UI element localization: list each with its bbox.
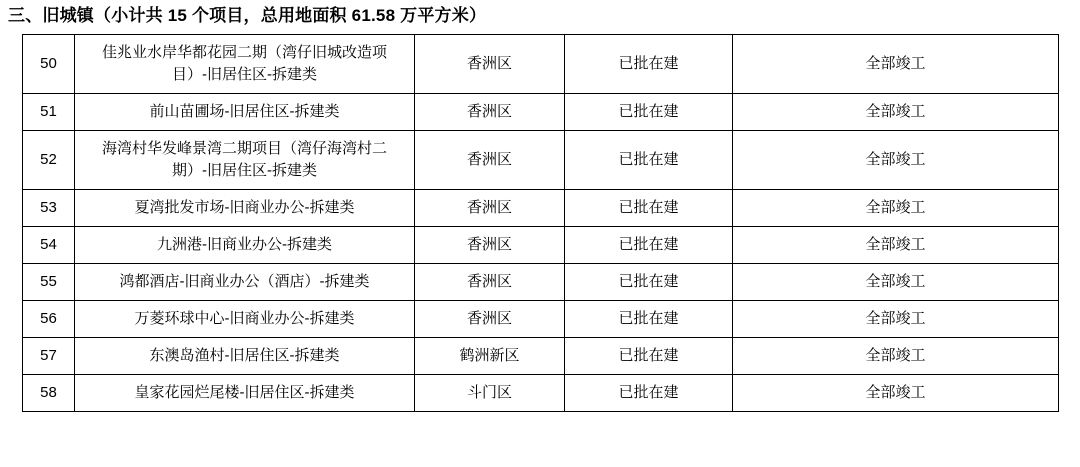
cell-index: 55: [23, 264, 75, 301]
cell-project-name-line: 东澳岛渔村-旧居住区-拆建类: [149, 347, 340, 364]
table-row: [23, 227, 1059, 264]
cell-progress: 全部竣工: [733, 264, 1059, 301]
cell-status: 已批在建: [565, 264, 733, 301]
cell-progress: 全部竣工: [733, 338, 1059, 375]
cell-project-name-line: 期）-旧居住区-拆建类: [172, 162, 317, 179]
cell-progress: 全部竣工: [733, 94, 1059, 131]
cell-project-name: [75, 35, 415, 94]
table-row: [23, 190, 1059, 227]
cell-district: 香洲区: [415, 94, 565, 131]
cell-district: 香洲区: [415, 301, 565, 338]
cell-project-name: [75, 131, 415, 190]
cell-index: 50: [23, 35, 75, 94]
cell-project-name-line: 鸿都酒店-旧商业办公（酒店）-拆建类: [119, 273, 370, 290]
cell-project-name: [75, 338, 415, 375]
table-row: [23, 35, 1059, 94]
cell-progress: 全部竣工: [733, 131, 1059, 190]
table-row: [23, 94, 1059, 131]
cell-progress: 全部竣工: [733, 35, 1059, 94]
cell-index: 57: [23, 338, 75, 375]
cell-status: 已批在建: [565, 94, 733, 131]
cell-status: 已批在建: [565, 190, 733, 227]
cell-project-name-line: 海湾村华发峰景湾二期项目（湾仔海湾村二: [101, 140, 387, 157]
cell-status: 已批在建: [565, 35, 733, 94]
cell-project-name-line: 前山苗圃场-旧居住区-拆建类: [149, 103, 340, 120]
cell-status: 已批在建: [565, 338, 733, 375]
cell-district: 香洲区: [415, 131, 565, 190]
table-row: [23, 375, 1059, 412]
cell-project-name-line: 目）-旧居住区-拆建类: [172, 66, 317, 83]
cell-status: 已批在建: [565, 131, 733, 190]
cell-progress: 全部竣工: [733, 227, 1059, 264]
cell-project-name: [75, 94, 415, 131]
cell-progress: 全部竣工: [733, 375, 1059, 412]
cell-project-name-line: 佳兆业水岸华都花园二期（湾仔旧城改造项: [101, 44, 387, 61]
projects-table: [22, 34, 1059, 412]
cell-project-name-line: 夏湾批发市场-旧商业办公-拆建类: [134, 199, 355, 216]
cell-project-name-line: 万菱环球中心-旧商业办公-拆建类: [134, 310, 355, 327]
cell-index: 56: [23, 301, 75, 338]
table-row: [23, 131, 1059, 190]
cell-district: 香洲区: [415, 264, 565, 301]
cell-district: 香洲区: [415, 190, 565, 227]
cell-district: 鹤洲新区: [415, 338, 565, 375]
cell-status: 已批在建: [565, 301, 733, 338]
cell-project-name-line: 皇家花园烂尾楼-旧居住区-拆建类: [134, 384, 355, 401]
table-body: [23, 35, 1059, 412]
table-row: [23, 264, 1059, 301]
table-row: [23, 301, 1059, 338]
cell-index: 54: [23, 227, 75, 264]
cell-index: 58: [23, 375, 75, 412]
cell-progress: 全部竣工: [733, 190, 1059, 227]
cell-index: 53: [23, 190, 75, 227]
cell-progress: 全部竣工: [733, 301, 1059, 338]
cell-district: 香洲区: [415, 35, 565, 94]
table-row: [23, 338, 1059, 375]
cell-project-name: [75, 301, 415, 338]
cell-status: 已批在建: [565, 227, 733, 264]
cell-index: 51: [23, 94, 75, 131]
section-heading: 三、旧城镇（小计共 15 个项目，总用地面积 61.58 万平方米）: [8, 6, 487, 25]
cell-project-name-line: 九洲港-旧商业办公-拆建类: [157, 236, 332, 253]
cell-project-name: [75, 375, 415, 412]
cell-project-name: [75, 190, 415, 227]
cell-district: 香洲区: [415, 227, 565, 264]
cell-project-name: [75, 264, 415, 301]
cell-status: 已批在建: [565, 375, 733, 412]
cell-project-name: [75, 227, 415, 264]
cell-index: 52: [23, 131, 75, 190]
cell-district: 斗门区: [415, 375, 565, 412]
